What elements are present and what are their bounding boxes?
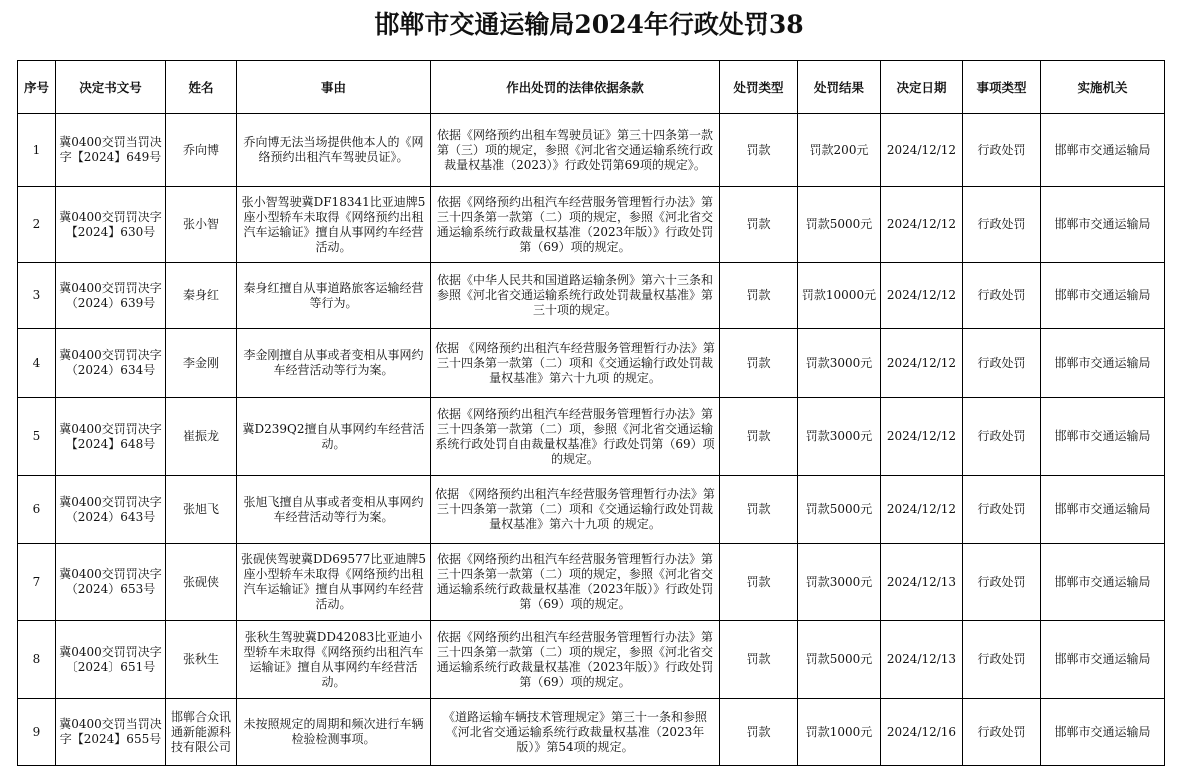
cell-name: 张秋生 — [166, 621, 237, 699]
cell-penalty-result: 罚款3000元 — [798, 544, 881, 621]
cell-decision-date: 2024/12/13 — [881, 544, 963, 621]
cell-no: 2 — [18, 187, 56, 263]
cell-item-type: 行政处罚 — [963, 398, 1041, 476]
cell-decision-date: 2024/12/12 — [881, 329, 963, 398]
cell-legal-basis: 依据《网络预约出租车驾驶员证》第三十四条第一款第（三）项的规定，参照《河北省交通运输系统行政裁量权基准（2023）》行政处罚第69项的规定》。 — [431, 114, 720, 187]
cell-reason: 张砚侠驾驶冀DD69577比亚迪牌5座小型轿车未取得《网络预约出租汽车运输证》擅自从事网约车经营活动。 — [237, 544, 431, 621]
penalty-table — [17, 60, 1165, 766]
cell-agency: 邯郸市交通运输局 — [1041, 699, 1165, 766]
cell-decision-date: 2024/12/13 — [881, 621, 963, 699]
cell-penalty-type: 罚款 — [720, 621, 798, 699]
header-penalty-result: 处罚结果 — [798, 61, 881, 114]
header-name: 姓名 — [166, 61, 237, 114]
cell-item-type: 行政处罚 — [963, 699, 1041, 766]
cell-no: 8 — [18, 621, 56, 699]
page-title: 邯郸市交通运输局2024年行政处罚38 — [374, 10, 804, 39]
cell-penalty-type: 罚款 — [720, 114, 798, 187]
cell-doc-no: 冀0400交罚罚决字【2024】648号 — [56, 398, 166, 476]
cell-penalty-type: 罚款 — [720, 329, 798, 398]
cell-agency: 邯郸市交通运输局 — [1041, 621, 1165, 699]
cell-penalty-result: 罚款5000元 — [798, 621, 881, 699]
cell-no: 9 — [18, 699, 56, 766]
cell-doc-no: 冀0400交罚罚决字（2024）643号 — [56, 476, 166, 544]
cell-penalty-type: 罚款 — [720, 398, 798, 476]
table-header-row — [18, 61, 1165, 114]
cell-doc-no: 冀0400交罚当罚决字【2024】655号 — [56, 699, 166, 766]
cell-penalty-result: 罚款3000元 — [798, 398, 881, 476]
cell-penalty-result: 罚款3000元 — [798, 329, 881, 398]
cell-penalty-type: 罚款 — [720, 476, 798, 544]
cell-decision-date: 2024/12/12 — [881, 114, 963, 187]
cell-doc-no: 冀0400交罚罚决字（2024）653号 — [56, 544, 166, 621]
cell-no: 4 — [18, 329, 56, 398]
header-penalty-type: 处罚类型 — [720, 61, 798, 114]
cell-agency: 邯郸市交通运输局 — [1041, 544, 1165, 621]
header-legal-basis: 作出处罚的法律依据条款 — [431, 61, 720, 114]
header-item-type: 事项类型 — [963, 61, 1041, 114]
cell-doc-no: 冀0400交罚罚决字（2024）634号 — [56, 329, 166, 398]
cell-name: 乔向博 — [166, 114, 237, 187]
header-agency: 实施机关 — [1041, 61, 1165, 114]
cell-legal-basis: 依据《网络预约出租汽车经营服务管理暂行办法》第三十四条第一款第（二）项的规定，参照《河北省交通运输系统行政裁量权基准（2023年版）》行政处罚第（69）项的规定。 — [431, 621, 720, 699]
table-row — [18, 621, 1165, 699]
table-row — [18, 476, 1165, 544]
table-row — [18, 329, 1165, 398]
cell-reason: 李金刚擅自从事或者变相从事网约车经营活动等行为案。 — [237, 329, 431, 398]
cell-name: 张旭飞 — [166, 476, 237, 544]
cell-no: 6 — [18, 476, 56, 544]
cell-no: 1 — [18, 114, 56, 187]
cell-agency: 邯郸市交通运输局 — [1041, 263, 1165, 329]
cell-item-type: 行政处罚 — [963, 114, 1041, 187]
cell-doc-no: 冀0400交罚罚决字〔2024〕651号 — [56, 621, 166, 699]
cell-penalty-result: 罚款1000元 — [798, 699, 881, 766]
cell-name: 张砚侠 — [166, 544, 237, 621]
cell-no: 3 — [18, 263, 56, 329]
cell-legal-basis: 《道路运输车辆技术管理规定》第三十一条和参照《河北省交通运输系统行政裁量权基准（2023年版）》第54项的规定。 — [431, 699, 720, 766]
cell-legal-basis: 依据《网络预约出租汽车经营服务管理暂行办法》第三十四条第一款第（二）项的规定，参照《河北省交通运输系统行政裁量权基准（2023年版）》行政处罚第（69）项的规定。 — [431, 187, 720, 263]
table-row — [18, 187, 1165, 263]
cell-decision-date: 2024/12/12 — [881, 398, 963, 476]
cell-name: 崔振龙 — [166, 398, 237, 476]
cell-agency: 邯郸市交通运输局 — [1041, 187, 1165, 263]
cell-doc-no: 冀0400交罚罚决字【2024】630号 — [56, 187, 166, 263]
cell-no: 5 — [18, 398, 56, 476]
cell-penalty-type: 罚款 — [720, 699, 798, 766]
cell-reason: 张小智驾驶冀DF18341比亚迪牌5座小型轿车未取得《网络预约出租汽车运输证》擅自从事网约车经营活动。 — [237, 187, 431, 263]
cell-name: 邯郸合众讯通新能源科技有限公司 — [166, 699, 237, 766]
cell-penalty-result: 罚款5000元 — [798, 476, 881, 544]
cell-penalty-type: 罚款 — [720, 544, 798, 621]
cell-reason: 秦身红擅自从事道路旅客运输经营等行为。 — [237, 263, 431, 329]
cell-penalty-result: 罚款200元 — [798, 114, 881, 187]
cell-item-type: 行政处罚 — [963, 476, 1041, 544]
cell-reason: 张秋生驾驶冀DD42083比亚迪小型轿车未取得《网络预约出租汽车运输证》擅自从事网约车经营活动。 — [237, 621, 431, 699]
cell-decision-date: 2024/12/12 — [881, 263, 963, 329]
table-row — [18, 114, 1165, 187]
cell-penalty-type: 罚款 — [720, 187, 798, 263]
cell-item-type: 行政处罚 — [963, 187, 1041, 263]
cell-name: 李金刚 — [166, 329, 237, 398]
cell-legal-basis: 依据《中华人民共和国道路运输条例》第六十三条和参照《河北省交通运输系统行政处罚裁量权基准》第三十项的规定。 — [431, 263, 720, 329]
cell-legal-basis: 依据 《网络预约出租汽车经营服务管理暂行办法》第三十四条第一款第（二）项和《交通运输行政处罚裁量权基准》第六十九项 的规定。 — [431, 329, 720, 398]
cell-agency: 邯郸市交通运输局 — [1041, 476, 1165, 544]
header-decision-date: 决定日期 — [881, 61, 963, 114]
header-no: 序号 — [18, 61, 56, 114]
cell-reason: 张旭飞擅自从事或者变相从事网约车经营活动等行为案。 — [237, 476, 431, 544]
table-row — [18, 398, 1165, 476]
cell-legal-basis: 依据 《网络预约出租汽车经营服务管理暂行办法》第三十四条第一款第（二）项和《交通运输行政处罚裁量权基准》第六十九项 的规定。 — [431, 476, 720, 544]
cell-penalty-type: 罚款 — [720, 263, 798, 329]
cell-decision-date: 2024/12/16 — [881, 699, 963, 766]
cell-agency: 邯郸市交通运输局 — [1041, 398, 1165, 476]
table-row — [18, 263, 1165, 329]
cell-reason: 未按照规定的周期和频次进行车辆检验检测事项。 — [237, 699, 431, 766]
cell-item-type: 行政处罚 — [963, 263, 1041, 329]
header-reason: 事由 — [237, 61, 431, 114]
header-doc-no: 决定书文号 — [56, 61, 166, 114]
cell-doc-no: 冀0400交罚罚决字（2024）639号 — [56, 263, 166, 329]
cell-name: 张小智 — [166, 187, 237, 263]
cell-penalty-result: 罚款10000元 — [798, 263, 881, 329]
cell-reason: 乔向博无法当场提供他本人的《网络预约出租汽车驾驶员证》。 — [237, 114, 431, 187]
cell-reason: 冀D239Q2擅自从事网约车经营活动。 — [237, 398, 431, 476]
table-row — [18, 699, 1165, 766]
cell-legal-basis: 依据《网络预约出租汽车经营服务管理暂行办法》第三十四条第一款第（二）项的规定，参照《河北省交通运输系统行政裁量权基准（2023年版）》行政处罚第（69）项的规定。 — [431, 544, 720, 621]
cell-item-type: 行政处罚 — [963, 621, 1041, 699]
cell-no: 7 — [18, 544, 56, 621]
cell-agency: 邯郸市交通运输局 — [1041, 329, 1165, 398]
cell-agency: 邯郸市交通运输局 — [1041, 114, 1165, 187]
cell-item-type: 行政处罚 — [963, 544, 1041, 621]
table-row — [18, 544, 1165, 621]
cell-item-type: 行政处罚 — [963, 329, 1041, 398]
cell-doc-no: 冀0400交罚当罚决字【2024】649号 — [56, 114, 166, 187]
cell-legal-basis: 依据《网络预约出租汽车经营服务管理暂行办法》第三十四条第一款第（二）项，参照《河北省交通运输系统行政处罚自由裁量权基准》行政处罚第（69）项的规定。 — [431, 398, 720, 476]
cell-decision-date: 2024/12/12 — [881, 476, 963, 544]
cell-decision-date: 2024/12/12 — [881, 187, 963, 263]
cell-name: 秦身红 — [166, 263, 237, 329]
cell-penalty-result: 罚款5000元 — [798, 187, 881, 263]
